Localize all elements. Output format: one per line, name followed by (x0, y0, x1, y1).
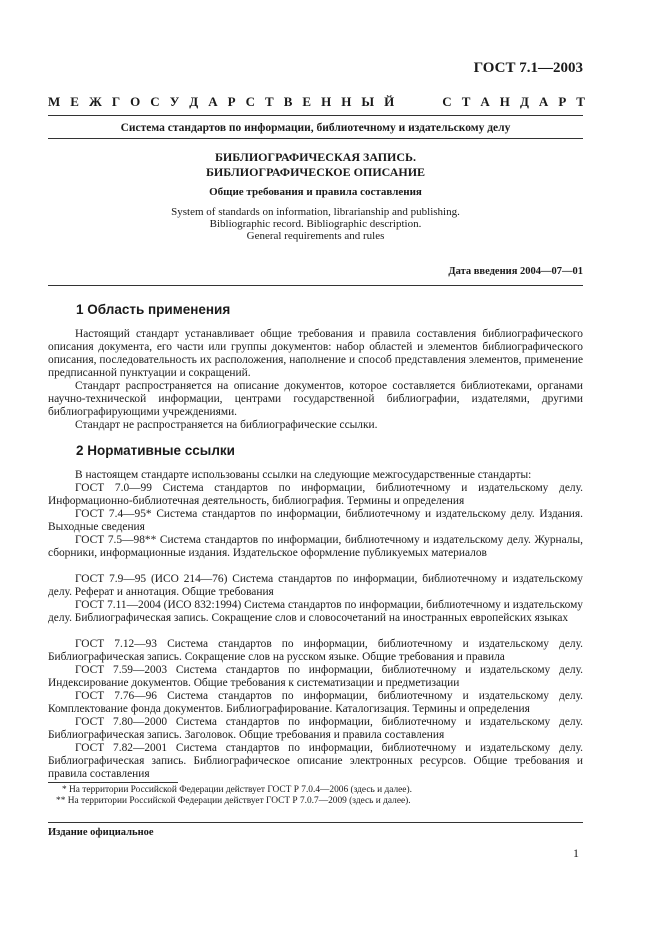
letter: Т (461, 94, 471, 109)
system-rule (48, 138, 583, 139)
doc-title-line1: БИБЛИОГРАФИЧЕСКАЯ ЗАПИСЬ. (215, 150, 416, 164)
letter: Е (302, 94, 312, 109)
letter: Т (265, 94, 274, 109)
letter: Д (189, 94, 199, 109)
reference-item: ГОСТ 7.4—95* Система стандартов по информации, библиотечному и издательскому делу. Издания. Выходные сведения (48, 508, 583, 533)
reference-item: ГОСТ 7.59—2003 Система стандартов по информации, библиотечному и издательскому делу. Индексирование документов. Общие требования к систематизации и предметизации (48, 664, 583, 689)
letter: Ы (361, 94, 375, 109)
letter: У (169, 94, 180, 109)
reference-item: ГОСТ 7.76—96 Система стандартов по информации, библиотечному и издательскому делу. Комплектование фонда документов. Библиографирование. Каталогизация. Термины и определения (48, 690, 583, 715)
letter: С (245, 94, 255, 109)
paragraph: Стандарт распространяется на описание документов, которое составляется библиотеками, органами научно-технической информации, центрами государственной библиографии, издателями, другими библиографирующими учреждениями. (48, 380, 583, 418)
footnote-1: * На территории Российской Федерации действует ГОСТ Р 7.0.4—2006 (здесь и далее). (62, 785, 412, 795)
paragraph: Настоящий стандарт устанавливает общие требования и правила составления библиографического описания документа, его части или группы документов: набор областей и элементов библиографического описания, последовательность их расположения, наполнение и способ представления элементов, применение предписанной пунктуации и сокращений. (48, 328, 583, 379)
letter: С (442, 94, 452, 109)
letter: А (538, 94, 549, 109)
date-rule (48, 285, 583, 286)
reference-item: ГОСТ 7.0—99 Система стандартов по информации, библиотечному и издательскому делу. Информационно-библиотечная деятельность, библиография. Термины и определения (48, 482, 583, 507)
paragraph: В настоящем стандарте использованы ссылки на следующие межгосударственные стандарты: (75, 469, 532, 481)
english-title-line2: Bibliographic record. Bibliographic description. (209, 218, 422, 230)
letter: А (208, 94, 218, 109)
letter: Е (70, 94, 79, 109)
letter: М (48, 94, 61, 109)
reference-item: ГОСТ 7.80—2000 Система стандартов по информации, библиотечному и издательскому делу. Библиографическая запись. Заголовок. Общие требования и правила составления (48, 716, 583, 741)
letter: Й (384, 94, 395, 109)
letter: А (480, 94, 490, 109)
letter: Н (499, 94, 510, 109)
official-edition-label: Издание официальное (48, 827, 154, 838)
letter: О (130, 94, 141, 109)
effective-date: Дата введения 2004—07—01 (448, 266, 583, 277)
page-number: 1 (573, 846, 579, 860)
standard-type-heading (48, 94, 585, 110)
footnote-rule (48, 782, 178, 783)
reference-item: ГОСТ 7.12—93 Система стандартов по информации, библиотечному и издательскому делу. Библиографическая запись. Сокращение слов на русском языке. Общие требования и правила (48, 638, 583, 663)
system-title-ru: Система стандартов по информации, библиотечному и издательскому делу (120, 122, 511, 134)
word-gap (404, 94, 432, 110)
letter: Т (576, 94, 585, 109)
letter: С (150, 94, 160, 109)
bottom-rule (48, 822, 583, 823)
reference-item: ГОСТ 7.82—2001 Система стандартов по информации, библиотечному и издательскому делу. Библиографическая запись. Библиографическое описание электронных ресурсов. Общие требования и правила составления (48, 742, 583, 780)
footnote-2: ** На территории Российской Федерации действует ГОСТ Р 7.0.7—2009 (здесь и далее). (56, 796, 411, 806)
letter: Р (558, 94, 567, 109)
top-rule (48, 115, 583, 116)
reference-item: ГОСТ 7.11—2004 (ИСО 832:1994) Система стандартов по информации, библиотечному и издательскому делу. Библиографическая запись. Сокращение слов и словосочетаний на иностранных европейских языках (48, 599, 583, 624)
paragraph: Стандарт не распространяется на библиографические ссылки. (75, 419, 378, 431)
section2-heading: 2 Нормативные ссылки (76, 443, 235, 458)
reference-item: ГОСТ 7.9—95 (ИСО 214—76) Система стандартов по информации, библиотечному и издательскому делу. Реферат и аннотация. Общие требования (48, 573, 583, 598)
letter: Р (227, 94, 236, 109)
letter: Н (341, 94, 352, 109)
letter: Н (321, 94, 332, 109)
letter: Г (111, 94, 121, 109)
english-title-line1: System of standards on information, librarianship and publishing. (171, 206, 460, 218)
reference-item: ГОСТ 7.5—98** Система стандартов по информации, библиотечному и издательскому делу. Журналы, сборники, информационные издания. Издательское оформление публикуемых материалов (48, 534, 583, 559)
letter: Ж (88, 94, 102, 109)
doc-subtitle: Общие требования и правила составления (209, 186, 422, 198)
section1-heading: 1 Область применения (76, 302, 231, 317)
doc-title-line2: БИБЛИОГРАФИЧЕСКОЕ ОПИСАНИЕ (205, 165, 426, 179)
gost-number: ГОСТ 7.1—2003 (473, 60, 583, 76)
english-title-line3: General requirements and rules (246, 230, 385, 242)
letter: Д (519, 94, 529, 109)
letter: В (283, 94, 293, 109)
